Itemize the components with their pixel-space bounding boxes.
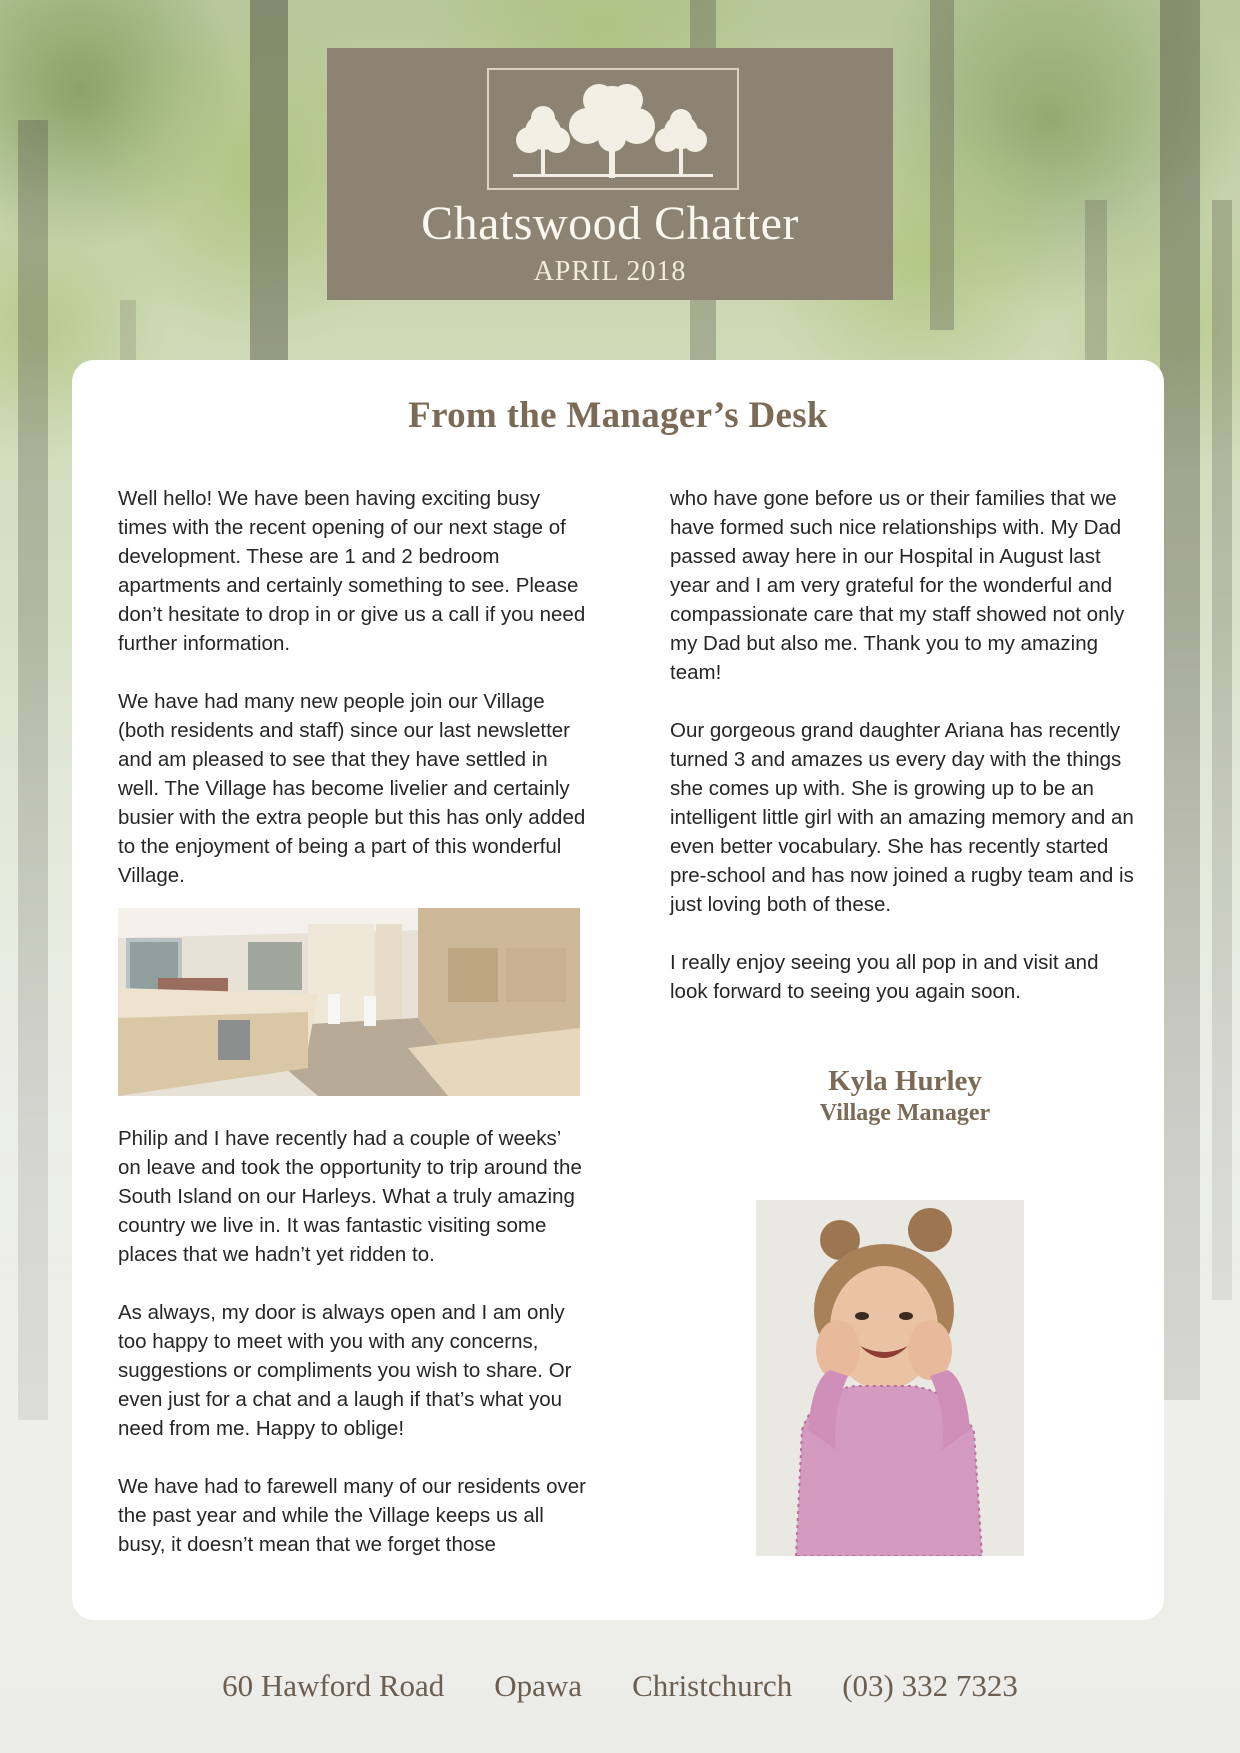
author-name: Kyla Hurley <box>828 1065 982 1097</box>
issue-date: APRIL 2018 <box>533 256 687 287</box>
tree-logo <box>487 68 739 190</box>
article-heading: From the Manager’s Desk <box>408 395 828 436</box>
paragraph: who have gone before us or their families that we have formed such nice relationships with. My Dad passed away here in our Hospital in August last year and I am very grateful for the wonderful and compassionate care that my staff showed not only my Dad but also me. Thank you to my amazing team! <box>670 487 1125 684</box>
paragraph: Well hello! We have been having exciting busy times with the recent opening of our next stage of development. These are 1 and 2 bedroom apartments and certainly something to see. Please don’t hesitate to drop in or give us a call if you need further information. <box>118 487 586 655</box>
footer-phone: (03) 332 7323 <box>842 1668 1018 1703</box>
paragraph: We have had many new people join our Village (both residents and staff) since our last newsletter and am pleased to see that they have settled in well. The Village has become livelier and certainly busier with the extra people but this has only added to the enjoyment of being a part of this wonderful Village. <box>118 690 586 887</box>
right-column <box>670 484 1140 1035</box>
newsletter-title: Chatswood Chatter <box>421 197 799 250</box>
paragraph: I really enjoy seeing you all pop in and visit and look forward to seeing you again soon. <box>670 951 1099 1003</box>
kitchen-photo <box>118 908 580 1096</box>
signature <box>670 1064 1140 1128</box>
masthead <box>327 48 893 300</box>
footer-contact <box>0 1668 1240 1718</box>
left-column-top <box>118 484 588 919</box>
paragraph: As always, my door is always open and I am only too happy to meet with you with any concerns, suggestions or compliments you wish to share. Or even just for a chat and a laugh if that’s what you need from me. Happy to oblige! <box>118 1301 572 1440</box>
paragraph: We have had to farewell many of our residents over the past year and while the Village keeps us all busy, it doesn’t mean that we forget those <box>118 1475 586 1556</box>
granddaughter-photo <box>756 1200 1024 1556</box>
footer-suburb: Opawa <box>494 1668 583 1703</box>
paragraph: Philip and I have recently had a couple of weeks’ on leave and took the opportunity to trip around the South Island on our Harleys. What a truly amazing country we live in. It was fantastic visiting some places that we hadn’t yet ridden to. <box>118 1127 582 1266</box>
footer-address: 60 Hawford Road <box>222 1668 445 1703</box>
left-column-bottom <box>118 1124 588 1588</box>
author-role: Village Manager <box>819 1100 991 1126</box>
article-card <box>72 360 1164 1620</box>
footer-city: Christchurch <box>632 1668 793 1703</box>
paragraph: Our gorgeous grand daughter Ariana has recently turned 3 and amazes us every day with the things she comes up with. She is growing up to be an intelligent little girl with an amazing memory and an even better vocabulary. She has recently started pre-school and has now joined a rugby team and is just loving both of these. <box>670 719 1134 916</box>
trees-icon <box>489 70 737 188</box>
